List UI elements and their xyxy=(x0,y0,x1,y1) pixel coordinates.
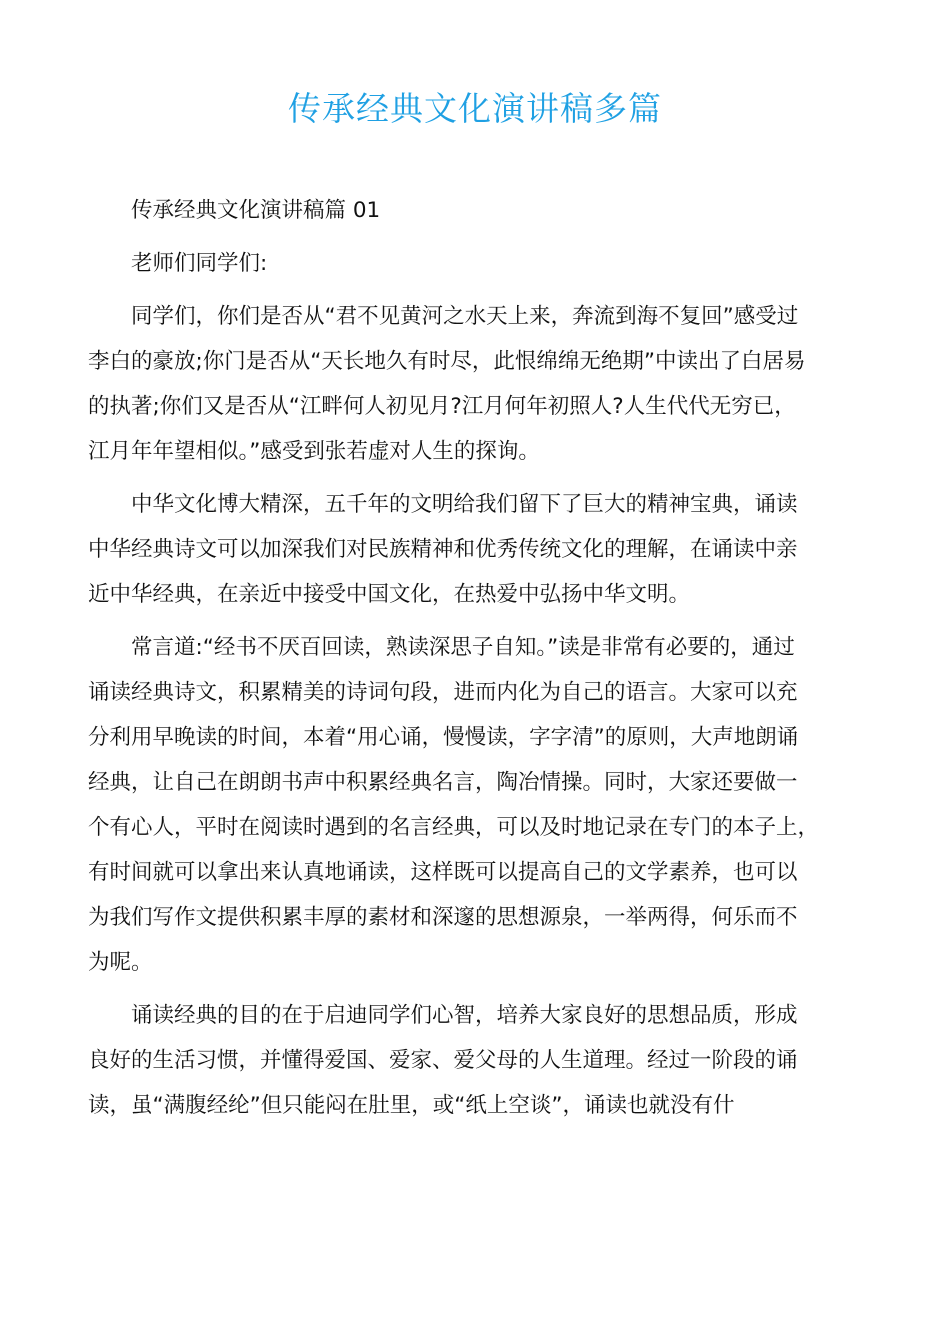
section-heading-block xyxy=(88,188,863,233)
paragraph-line: 读，虽“满腹经纶”但只能闷在肚里，或“纸上空谈”，诵读也就没有什 xyxy=(88,1093,735,1118)
document-title: 传承经典文化演讲稿多篇 xyxy=(288,89,662,128)
paragraph-line: 分利用早晚读的时间，本着“用心诵，慢慢读，字字清”的原则，大声地朗诵 xyxy=(88,725,799,750)
paragraph-line: 为我们写作文提供积累丰厚的素材和深邃的思想源泉，一举两得，何乐而不 xyxy=(88,905,798,930)
paragraph-line: 李白的豪放;你门是否从“天长地久有时尽，此恨绵绵无绝期”中读出了白居易 xyxy=(88,349,806,374)
paragraph-4 xyxy=(88,993,863,1128)
paragraph-line: 的执著;你们又是否从“江畔何人初见月?江月何年初照人?人生代代无穷已， xyxy=(88,394,796,419)
paragraph-1 xyxy=(88,294,863,474)
paragraph-2 xyxy=(88,482,863,617)
paragraph-line: 中华文化博大精深，五千年的文明给我们留下了巨大的精神宝典，诵读 xyxy=(131,492,798,517)
paragraph-line: 为呢。 xyxy=(88,950,153,975)
paragraph-line: 中华经典诗文可以加深我们对民族精神和优秀传统文化的理解，在诵读中亲 xyxy=(88,537,798,562)
paragraph-line: 良好的生活习惯，并懂得爱国、爱家、爱父母的人生道理。经过一阶段的诵 xyxy=(88,1048,798,1073)
document-body xyxy=(88,188,863,1136)
salutation-block xyxy=(88,241,863,286)
paragraph-3 xyxy=(88,625,863,985)
paragraph-line: 近中华经典，在亲近中接受中国文化，在热爱中弘扬中华文明。 xyxy=(88,582,691,607)
paragraph-line: 同学们，你们是否从“君不见黄河之水天上来，奔流到海不复回”感受过 xyxy=(131,304,799,329)
paragraph-line: 有时间就可以拿出来认真地诵读，这样既可以提高自己的文学素养，也可以 xyxy=(88,860,798,885)
paragraph-line: 经典，让自己在朗朗书声中积累经典名言，陶冶情操。同时，大家还要做一 xyxy=(88,770,798,795)
paragraph-line: 常言道:“经书不厌百回读，熟读深思子自知。”读是非常有必要的，通过 xyxy=(131,635,795,660)
paragraph-line: 诵读经典的目的在于启迪同学们心智，培养大家良好的思想品质，形成 xyxy=(131,1003,798,1028)
paragraph-line: 个有心人，平时在阅读时遇到的名言经典，可以及时地记录在专门的本子上， xyxy=(88,815,820,840)
paragraph-line: 诵读经典诗文，积累精美的诗词句段，进而内化为自己的语言。大家可以充 xyxy=(88,680,798,705)
salutation: 老师们同学们: xyxy=(131,251,268,276)
section-heading: 传承经典文化演讲稿篇 01 xyxy=(131,198,381,223)
paragraph-line: 江月年年望相似。”感受到张若虚对人生的探询。 xyxy=(88,439,540,464)
